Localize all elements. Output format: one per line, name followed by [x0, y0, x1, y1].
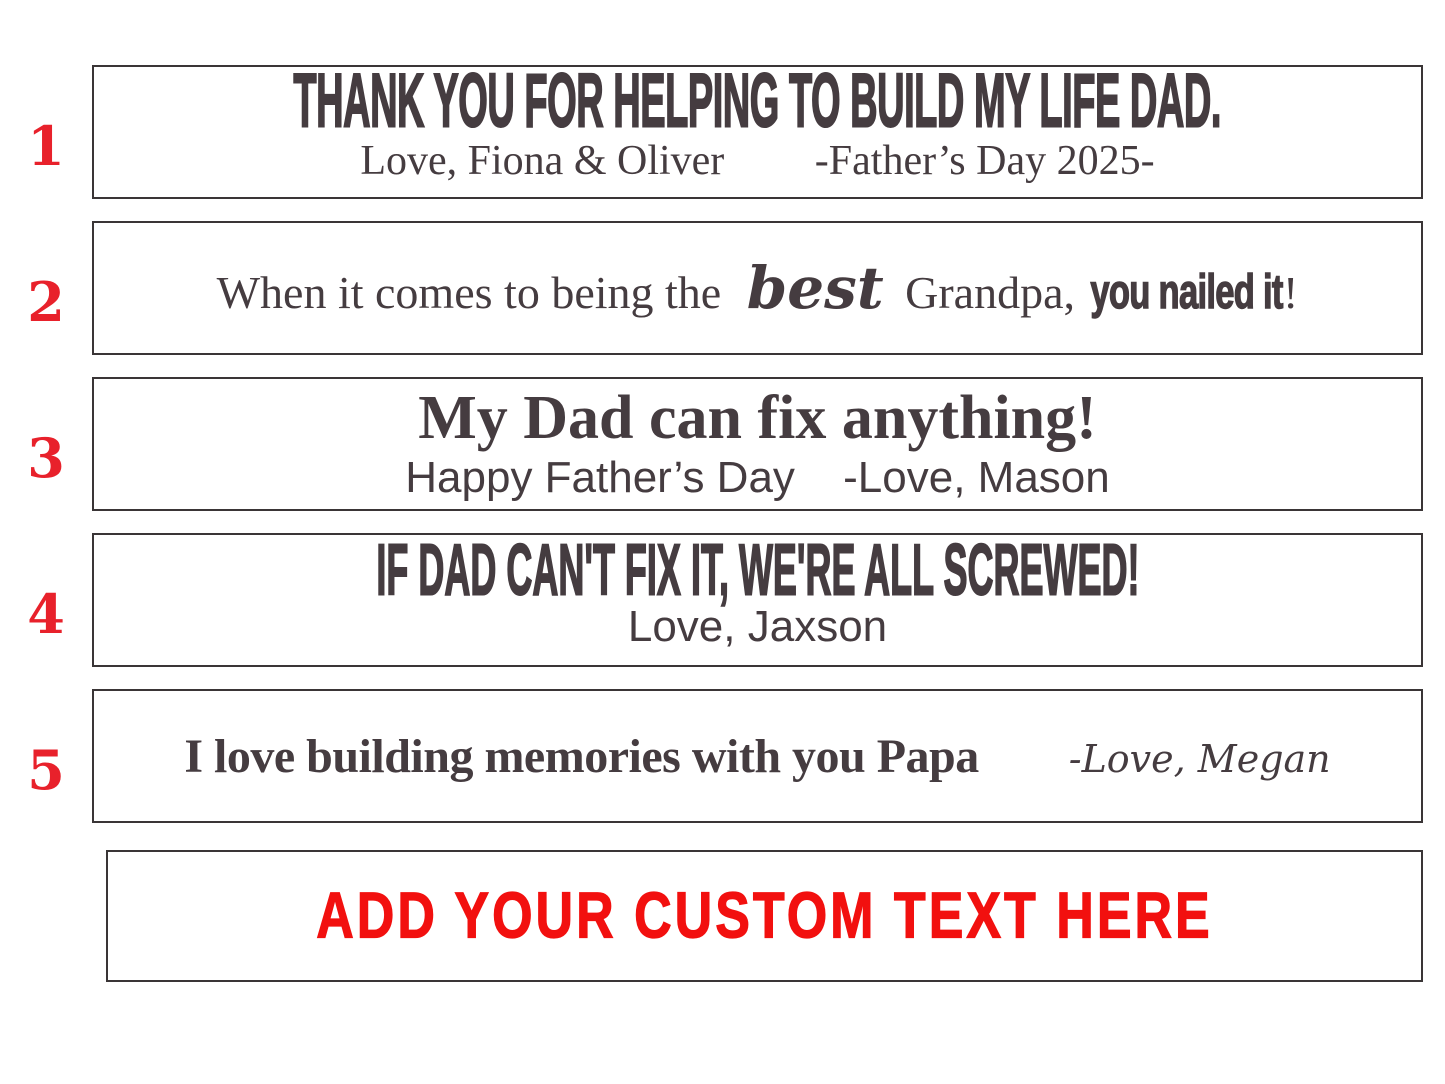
- option-5-signature: -Love, Megan: [1068, 736, 1331, 781]
- option-2-bold-phrase: you nailed it: [1089, 265, 1283, 319]
- option-row-4: [0, 533, 1423, 667]
- option-5-box: [92, 689, 1423, 823]
- option-1-number: 1: [27, 114, 65, 178]
- option-4-box: [92, 533, 1423, 667]
- option-4-number: 4: [27, 582, 65, 646]
- option-4-main-line: [334, 531, 1182, 611]
- option-3-greeting: Happy Father’s Day: [405, 453, 795, 503]
- option-5-number: 5: [27, 738, 65, 802]
- option-5-number-column: [0, 689, 92, 823]
- option-1-occasion: -Father’s Day 2025-: [814, 137, 1155, 184]
- option-2-script-word: best: [746, 253, 884, 322]
- option-1-main-text: THANK YOU FOR HELPING TO BUILD MY LIFE DAD.: [293, 60, 1222, 144]
- option-5-main-line: [184, 729, 1330, 784]
- option-row-2: [0, 221, 1423, 355]
- option-4-signature: Love, Jaxson: [627, 601, 888, 651]
- option-1-signature: Love, Fiona & Oliver: [360, 137, 725, 184]
- custom-text-placeholder: ADD YOUR CUSTOM TEXT HERE: [316, 879, 1213, 953]
- option-4-main-text: IF DAD CAN'T FIX IT, WE'RE ALL SCREWED!: [375, 531, 1140, 611]
- option-3-signature: -Love, Mason: [843, 453, 1110, 503]
- option-2-number: 2: [27, 270, 65, 334]
- option-row-3: [0, 377, 1423, 511]
- option-1-box: [92, 60, 1423, 199]
- option-1-sub-line: [360, 139, 1154, 183]
- option-1-main-line: [269, 60, 1245, 144]
- option-row-5: [0, 689, 1423, 823]
- option-2-number-column: [0, 221, 92, 355]
- option-2-exclamation: !: [1283, 266, 1299, 318]
- option-3-box: [92, 377, 1423, 511]
- option-1-number-column: [0, 65, 92, 199]
- option-2-box: [92, 221, 1423, 355]
- option-3-sub-line: [405, 455, 1109, 501]
- option-row-1: [0, 60, 1423, 199]
- option-3-main-text: My Dad can fix anything!: [418, 384, 1097, 453]
- option-2-serif-text-start: When it comes to being the: [216, 266, 722, 318]
- option-3-number-column: [0, 377, 92, 511]
- option-3-number: 3: [27, 426, 65, 490]
- option-4-number-column: [0, 533, 92, 667]
- option-2-serif-text-middle: Grandpa,: [905, 266, 1075, 318]
- custom-text-box: [106, 850, 1423, 982]
- option-2-main-line: [216, 253, 1299, 322]
- option-5-main-text: I love building memories with you Papa: [184, 729, 979, 783]
